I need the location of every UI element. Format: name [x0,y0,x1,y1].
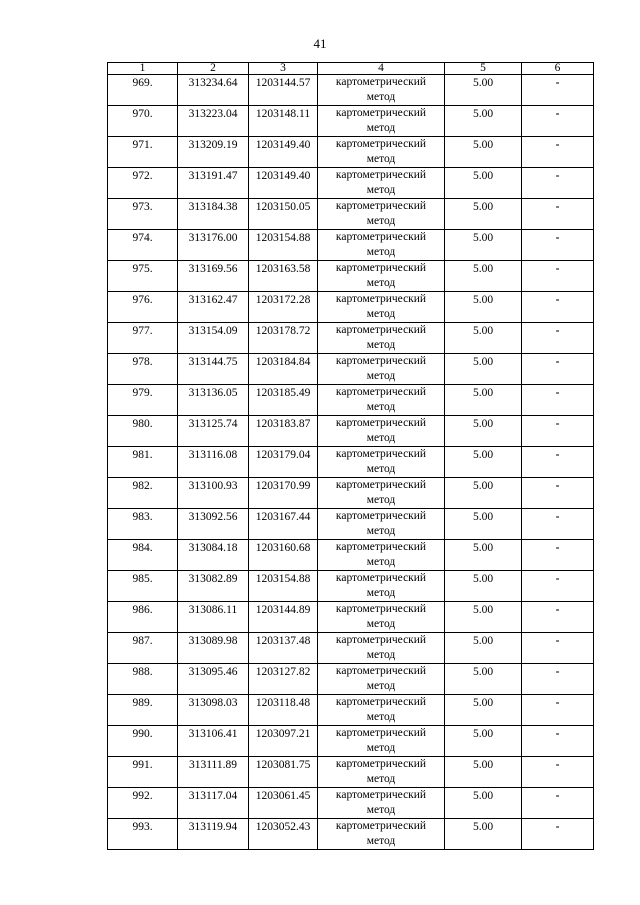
accuracy-cell: 5.00 [445,540,522,571]
note-cell: - [522,447,594,478]
method-cell [318,168,445,199]
point-number-cell: 981. [108,447,178,478]
method-line-1: картометрический [335,665,427,677]
point-number-cell: 983. [108,509,178,540]
method-line-1: картометрический [335,479,427,491]
method-line-1: картометрический [335,293,427,305]
y-coordinate-cell: 1203081.75 [249,757,318,788]
coordinates-table [107,62,594,850]
x-coordinate-cell: 313095.46 [178,664,249,695]
accuracy-cell: 5.00 [445,571,522,602]
method-cell [318,416,445,447]
method-line-1: картометрический [335,448,427,460]
method-cell [318,354,445,385]
table-row [108,75,594,106]
y-coordinate-cell: 1203154.88 [249,230,318,261]
note-cell: - [522,757,594,788]
note-cell: - [522,571,594,602]
x-coordinate-cell: 313162.47 [178,292,249,323]
method-cell [318,757,445,788]
y-coordinate-cell: 1203127.82 [249,664,318,695]
x-coordinate-cell: 313136.05 [178,385,249,416]
note-cell: - [522,509,594,540]
method-cell [318,695,445,726]
method-cell [318,571,445,602]
table-row [108,168,594,199]
method-line-2: метод [366,679,396,692]
accuracy-cell: 5.00 [445,757,522,788]
point-number-cell: 973. [108,199,178,230]
y-coordinate-cell: 1203150.05 [249,199,318,230]
accuracy-cell: 5.00 [445,726,522,757]
note-cell: - [522,137,594,168]
table-row [108,509,594,540]
method-line-2: метод [366,214,396,227]
method-line-2: метод [366,338,396,351]
note-cell: - [522,726,594,757]
x-coordinate-cell: 313117.04 [178,788,249,819]
table-row [108,726,594,757]
table-header [108,63,594,75]
x-coordinate-cell: 313111.89 [178,757,249,788]
note-cell: - [522,230,594,261]
method-line-1: картометрический [335,541,427,553]
point-number-cell: 982. [108,478,178,509]
note-cell: - [522,385,594,416]
note-cell: - [522,106,594,137]
x-coordinate-cell: 313154.09 [178,323,249,354]
accuracy-cell: 5.00 [445,292,522,323]
method-cell [318,199,445,230]
y-coordinate-cell: 1203179.04 [249,447,318,478]
table-row [108,416,594,447]
accuracy-cell: 5.00 [445,385,522,416]
method-cell [318,385,445,416]
method-line-1: картометрический [335,727,427,739]
point-number-cell: 990. [108,726,178,757]
x-coordinate-cell: 313082.89 [178,571,249,602]
accuracy-cell: 5.00 [445,664,522,695]
method-line-1: картометрический [335,510,427,522]
accuracy-cell: 5.00 [445,602,522,633]
point-number-cell: 986. [108,602,178,633]
method-cell [318,602,445,633]
method-line-1: картометрический [335,696,427,708]
method-line-2: метод [366,524,396,537]
table-row [108,540,594,571]
method-cell [318,788,445,819]
x-coordinate-cell: 313144.75 [178,354,249,385]
method-cell [318,664,445,695]
accuracy-cell: 5.00 [445,633,522,664]
note-cell: - [522,664,594,695]
method-line-2: метод [366,648,396,661]
method-line-1: картометрический [335,76,427,88]
note-cell: - [522,602,594,633]
accuracy-cell: 5.00 [445,819,522,850]
x-coordinate-cell: 313234.64 [178,75,249,106]
table-row [108,230,594,261]
method-line-1: картометрический [335,789,427,801]
table-row [108,385,594,416]
table-row [108,633,594,664]
method-line-1: картометрический [335,107,427,119]
x-coordinate-cell: 313086.11 [178,602,249,633]
accuracy-cell: 5.00 [445,137,522,168]
point-number-cell: 992. [108,788,178,819]
method-line-1: картометрический [335,417,427,429]
method-line-2: метод [366,617,396,630]
accuracy-cell: 5.00 [445,695,522,726]
y-coordinate-cell: 1203172.28 [249,292,318,323]
method-line-2: метод [366,400,396,413]
accuracy-cell: 5.00 [445,199,522,230]
accuracy-cell: 5.00 [445,447,522,478]
method-line-2: метод [366,803,396,816]
point-number-cell: 976. [108,292,178,323]
y-coordinate-cell: 1203144.57 [249,75,318,106]
method-line-1: картометрический [335,138,427,150]
accuracy-cell: 5.00 [445,478,522,509]
note-cell: - [522,292,594,323]
x-coordinate-cell: 313191.47 [178,168,249,199]
method-line-2: метод [366,834,396,847]
table-row [108,292,594,323]
method-line-1: картометрический [335,200,427,212]
method-line-2: метод [366,493,396,506]
method-line-1: картометрический [335,169,427,181]
page-number: 41 [313,36,327,51]
method-line-1: картометрический [335,572,427,584]
accuracy-cell: 5.00 [445,230,522,261]
table-row [108,137,594,168]
header-col-2: 2 [178,63,249,75]
note-cell: - [522,199,594,230]
accuracy-cell: 5.00 [445,323,522,354]
x-coordinate-cell: 313184.38 [178,199,249,230]
method-line-2: метод [366,245,396,258]
point-number-cell: 989. [108,695,178,726]
y-coordinate-cell: 1203154.88 [249,571,318,602]
point-number-cell: 974. [108,230,178,261]
table-row [108,447,594,478]
x-coordinate-cell: 313106.41 [178,726,249,757]
table-row [108,788,594,819]
point-number-cell: 980. [108,416,178,447]
point-number-cell: 969. [108,75,178,106]
point-number-cell: 971. [108,137,178,168]
y-coordinate-cell: 1203137.48 [249,633,318,664]
method-line-2: метод [366,90,396,103]
table-row [108,664,594,695]
point-number-cell: 979. [108,385,178,416]
method-cell [318,230,445,261]
table-row [108,571,594,602]
header-col-3: 3 [249,63,318,75]
x-coordinate-cell: 313098.03 [178,695,249,726]
header-row [108,63,594,75]
note-cell: - [522,819,594,850]
y-coordinate-cell: 1203118.48 [249,695,318,726]
point-number-cell: 984. [108,540,178,571]
note-cell: - [522,633,594,664]
y-coordinate-cell: 1203148.11 [249,106,318,137]
note-cell: - [522,695,594,726]
note-cell: - [522,416,594,447]
method-cell [318,478,445,509]
table-row [108,478,594,509]
point-number-cell: 978. [108,354,178,385]
method-line-1: картометрический [335,603,427,615]
method-line-2: метод [366,276,396,289]
y-coordinate-cell: 1203185.49 [249,385,318,416]
table-row [108,602,594,633]
method-cell [318,447,445,478]
method-line-1: картометрический [335,262,427,274]
method-line-2: метод [366,431,396,444]
method-cell [318,819,445,850]
table-row [108,323,594,354]
method-cell [318,726,445,757]
accuracy-cell: 5.00 [445,261,522,292]
accuracy-cell: 5.00 [445,788,522,819]
method-line-2: метод [366,555,396,568]
y-coordinate-cell: 1203167.44 [249,509,318,540]
method-line-1: картометрический [335,386,427,398]
method-cell [318,323,445,354]
method-line-2: метод [366,710,396,723]
y-coordinate-cell: 1203178.72 [249,323,318,354]
y-coordinate-cell: 1203144.89 [249,602,318,633]
x-coordinate-cell: 313100.93 [178,478,249,509]
note-cell: - [522,478,594,509]
y-coordinate-cell: 1203163.58 [249,261,318,292]
x-coordinate-cell: 313223.04 [178,106,249,137]
table-row [108,819,594,850]
point-number-cell: 970. [108,106,178,137]
header-col-6: 6 [522,63,594,75]
method-line-1: картометрический [335,231,427,243]
method-line-2: метод [366,183,396,196]
note-cell: - [522,788,594,819]
y-coordinate-cell: 1203149.40 [249,168,318,199]
table-row [108,106,594,137]
table-row [108,354,594,385]
point-number-cell: 993. [108,819,178,850]
accuracy-cell: 5.00 [445,416,522,447]
accuracy-cell: 5.00 [445,106,522,137]
x-coordinate-cell: 313176.00 [178,230,249,261]
point-number-cell: 972. [108,168,178,199]
table-body [108,75,594,850]
y-coordinate-cell: 1203052.43 [249,819,318,850]
point-number-cell: 975. [108,261,178,292]
y-coordinate-cell: 1203183.87 [249,416,318,447]
method-cell [318,509,445,540]
method-cell [318,261,445,292]
note-cell: - [522,75,594,106]
point-number-cell: 991. [108,757,178,788]
x-coordinate-cell: 313125.74 [178,416,249,447]
note-cell: - [522,323,594,354]
y-coordinate-cell: 1203149.40 [249,137,318,168]
x-coordinate-cell: 313209.19 [178,137,249,168]
method-cell [318,75,445,106]
point-number-cell: 985. [108,571,178,602]
method-line-2: метод [366,152,396,165]
point-number-cell: 988. [108,664,178,695]
x-coordinate-cell: 313092.56 [178,509,249,540]
accuracy-cell: 5.00 [445,354,522,385]
method-line-1: картометрический [335,820,427,832]
accuracy-cell: 5.00 [445,75,522,106]
method-line-1: картометрический [335,324,427,336]
method-line-2: метод [366,462,396,475]
table-row [108,695,594,726]
note-cell: - [522,261,594,292]
note-cell: - [522,540,594,571]
x-coordinate-cell: 313084.18 [178,540,249,571]
method-line-1: картометрический [335,634,427,646]
accuracy-cell: 5.00 [445,168,522,199]
y-coordinate-cell: 1203184.84 [249,354,318,385]
note-cell: - [522,354,594,385]
method-line-2: метод [366,121,396,134]
method-line-2: метод [366,369,396,382]
table-row [108,261,594,292]
y-coordinate-cell: 1203061.45 [249,788,318,819]
header-col-5: 5 [445,63,522,75]
method-cell [318,540,445,571]
x-coordinate-cell: 313119.94 [178,819,249,850]
method-line-1: картометрический [335,758,427,770]
point-number-cell: 977. [108,323,178,354]
method-cell [318,106,445,137]
x-coordinate-cell: 313089.98 [178,633,249,664]
point-number-cell: 987. [108,633,178,664]
method-line-2: метод [366,741,396,754]
method-line-2: метод [366,307,396,320]
header-col-1: 1 [108,63,178,75]
method-line-2: метод [366,772,396,785]
x-coordinate-cell: 313116.08 [178,447,249,478]
method-line-2: метод [366,586,396,599]
method-cell [318,292,445,323]
y-coordinate-cell: 1203160.68 [249,540,318,571]
y-coordinate-cell: 1203097.21 [249,726,318,757]
x-coordinate-cell: 313169.56 [178,261,249,292]
header-col-4: 4 [318,63,445,75]
y-coordinate-cell: 1203170.99 [249,478,318,509]
note-cell: - [522,168,594,199]
method-cell [318,633,445,664]
accuracy-cell: 5.00 [445,509,522,540]
method-line-1: картометрический [335,355,427,367]
table-row [108,757,594,788]
method-cell [318,137,445,168]
table-row [108,199,594,230]
